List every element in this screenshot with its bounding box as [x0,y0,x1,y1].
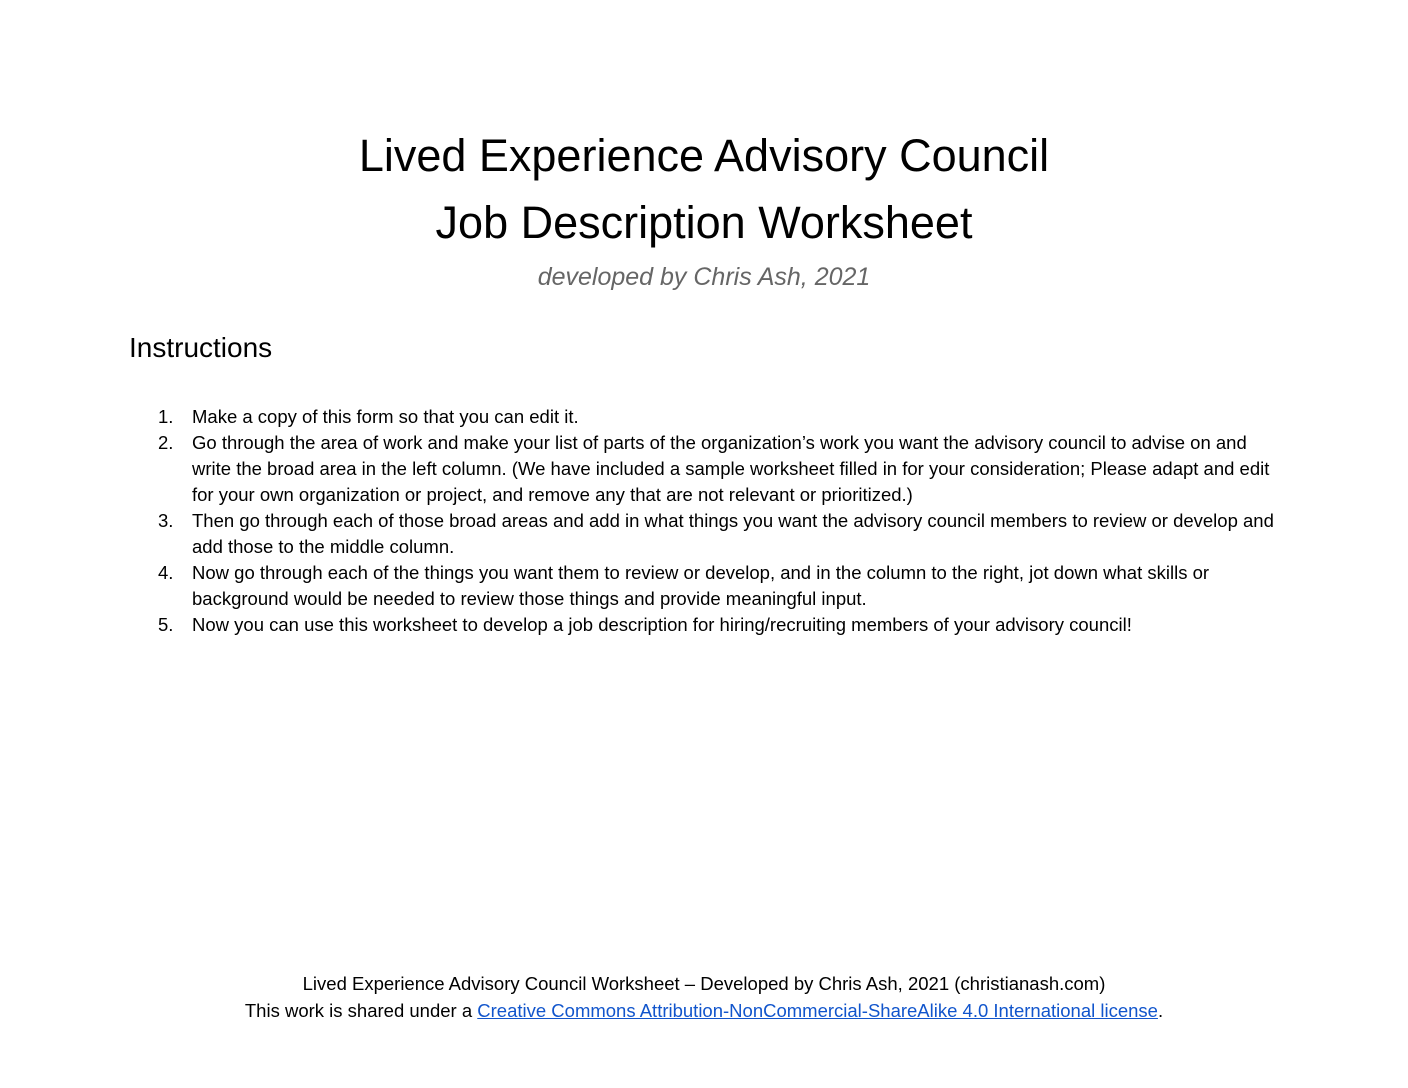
instruction-item [158,430,1278,508]
instruction-number: 2. [158,432,174,453]
instruction-text: Then go through each of those broad areas and add in what things you want the advisory council members to review or develop and add those to the middle column. [192,510,1274,557]
footer-license-suffix: . [1157,1000,1164,1021]
footer-attribution: Lived Experience Advisory Council Worksheet – Developed by Chris Ash, 2021 (christianash.com) [302,973,1106,994]
instruction-number: 4. [158,562,174,583]
instruction-number: 1. [158,406,174,427]
instruction-number: 5. [158,614,174,635]
instruction-number: 3. [158,510,174,531]
instruction-text: Now you can use this worksheet to develop a job description for hiring/recruiting members of your advisory council! [192,614,1132,635]
footer-license [0,997,1408,1024]
instructions-heading: Instructions [129,332,273,363]
instruction-item [158,404,1278,430]
instruction-text: Make a copy of this form so that you can edit it. [192,406,579,427]
license-link[interactable]: Creative Commons Attribution-NonCommercial-ShareAlike 4.0 International license [477,1000,1158,1021]
instruction-text: Go through the area of work and make your list of parts of the organization’s work you want the advisory council to advise on and write the broad area in the left column. (We have included a sample worksheet filled in for your consideration; Please adapt and edit for your own organization or project, and remove any that are not relevant or prioritized.) [192,432,1270,505]
footer-license-prefix: This work is shared under a [244,1000,478,1021]
document-title-line2: Job Description Worksheet [435,197,973,248]
instruction-item [158,508,1278,560]
instruction-item [158,560,1278,612]
instructions-list [158,404,1278,638]
document-subtitle: developed by Chris Ash, 2021 [537,263,871,291]
instruction-item [158,612,1278,638]
document-title-line1: Lived Experience Advisory Council [358,130,1050,181]
instruction-text: Now go through each of the things you want them to review or develop, and in the column to the right, jot down what skills or background would be needed to review those things and provide meaningful input. [192,562,1210,609]
